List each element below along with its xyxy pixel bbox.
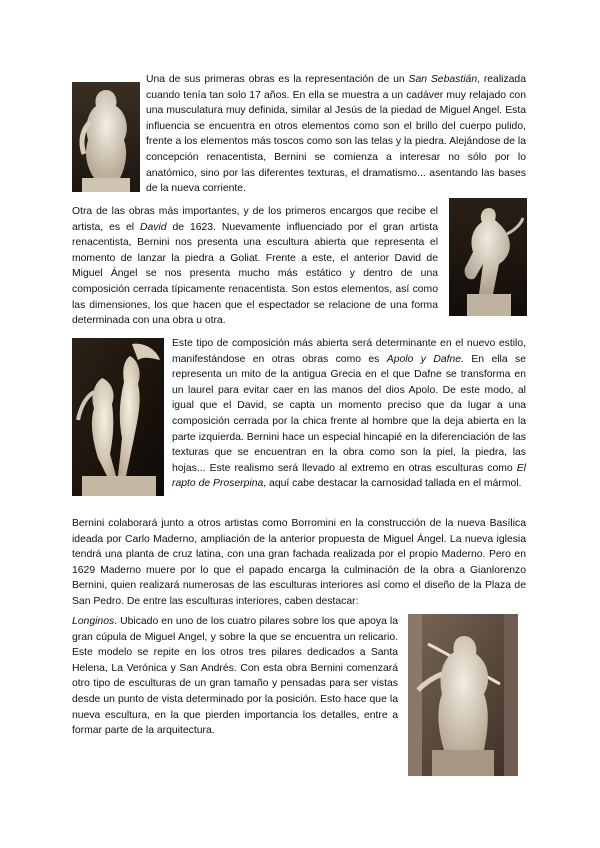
artwork-title: Longinos	[72, 616, 115, 627]
apolo-dafne-photo	[72, 338, 164, 496]
text-run: Otra de las obras más importantes, y de los primeros encargos que recibe el artista, es el	[72, 206, 438, 233]
text-run: de 1623. Nuevamente influenciado por el gran artista renacentista, Bernini nos presenta una escultura abierta que representa el momento de lanzar la piedra a Goliat. Frente a este, el anterior David de Miguel Ángel se nos presenta mucho más estático y dentro de una composición cerrada típicamente renacentista. Son estos elementos, así como las dimensiones, los que hacen que el espectador se relacione de una forma determinada con una obra u otra.	[72, 221, 438, 327]
paragraph-longinos	[72, 614, 398, 739]
paragraph-san-sebastian	[146, 72, 526, 197]
text-run: Una de sus primeras obras es la representación de un	[146, 74, 409, 85]
paragraph-basilica	[72, 516, 526, 610]
text-run: . En ella se representa un mito de la antigua Grecia en el que Dafne se transforma en un laurel para evitar caer en las manos del dios Apolo. De este modo, al igual que el David, se capta un momento preciso que da lugar a una composición cerrada por la chica frente al hombre que la deja abierta en la parte izquierda. Bernini hace un especial hincapié en la diferenciación de las texturas que se encuentran en la obra como son la piel, la piedra, las hojas... Este realismo será llevado al extremo en otras esculturas como	[172, 353, 526, 474]
artwork-title: David	[139, 221, 167, 233]
artwork-title: El rapto de Proserpina	[172, 462, 526, 490]
text-run: . Ubicado en uno de los cuatro pilares sobre los que apoya la gran cúpula de Miguel Angel, y sobre la que se encuentra un relicario. Este modelo se repite en los otros tres pilares dedicados a Santa Helena, La Verónica y San Andrés. Con esta obra Bernini comenzará otro tipo de esculturas de un gran tamaño y pensadas para ser vistas desde un punto de vista determinado por la posición. Esto hace que la nueva escultura, en la que pierden importancia los detalles, entre a formar parte de la arquitectura.	[72, 616, 398, 737]
longinos-photo	[408, 614, 518, 776]
text-run: , realizada cuando tenía tan solo 17 años. En ella se muestra a un cadáver muy relajado con una musculatura muy definida, similar al Jesús de la piedad de Miguel Angel. Esta influencia se encuentra en otros elementos como son el brillo del cuerpo pulido, frente a los elementos más toscos como son las telas y la piedra. Alejándose de la concepción renacentista, Bernini se comienza a interesar no sólo por lo anatómico, sino por las diferentes texturas, el dramatismo... asentando las bases de la nueva corriente.	[146, 74, 526, 195]
text-run: Bernini colaborará junto a otros artistas como Borromini en la construcción de la nueva Basílica ideada por Carlo Maderno, ampliación de la anterior propuesta de Miguel Ángel. La nueva iglesia tendrá una planta de cruz latina, con una gran fachada realizada por el propio Maderno. Pero en 1629 Maderno muere por lo que el papado encarga la culminación de la obra a Gianlorenzo Bernini, quien realizará numerosas de las esculturas interiores así como el diseño de la Plaza de San Pedro. De entre las esculturas interiores, caben destacar:	[72, 518, 526, 607]
paragraph-apolo-dafne	[172, 336, 526, 492]
david-photo	[449, 198, 527, 316]
text-run: Este tipo de composición más abierta será determinante en el nuevo estilo, manifestándose en otras obras como es	[172, 338, 526, 365]
artwork-title: San Sebastián	[408, 74, 478, 85]
text-run: , aquí cabe destacar la carnosidad tallada en el mármol.	[263, 478, 522, 490]
san-sebastian-photo	[72, 82, 140, 192]
artwork-title: Apolo y Dafne	[386, 353, 462, 365]
paragraph-david	[72, 204, 438, 329]
